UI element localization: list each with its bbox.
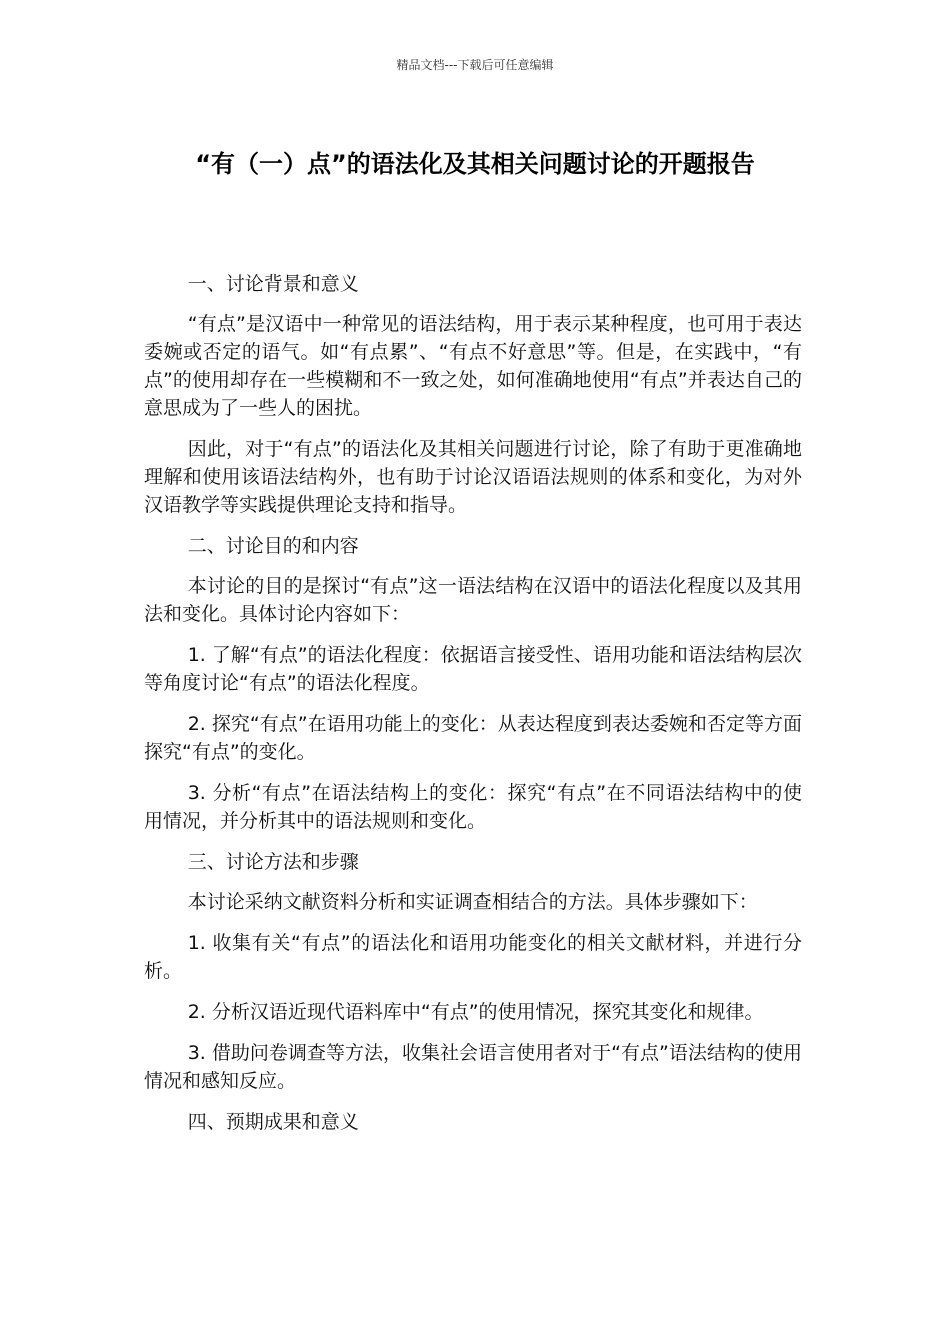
list-item-method-3: 3. 借助问卷调查等方法，收集社会语言使用者对于“有点”语法结构的使用情况和感知反应。 <box>144 1042 802 1092</box>
paragraph-purpose-intro: 本讨论的目的是探讨“有点”这一语法结构在汉语中的语法化程度以及其用法和变化。具体讨论内容如下： <box>144 575 802 625</box>
list-item-purpose-3: 3. 分析“有点”在语法结构上的变化：探究“有点”在不同语法结构中的使用情况，并分析其中的语法规则和变化。 <box>144 782 802 832</box>
list-item-method-1: 1. 收集有关“有点”的语法化和语用功能变化的相关文献材料，并进行分析。 <box>144 932 802 982</box>
list-item-method-2: 2. 分析汉语近现代语料库中“有点”的使用情况，探究其变化和规律。 <box>187 1001 764 1023</box>
document-body <box>144 270 802 1148</box>
section-heading-outcomes: 四、预期成果和意义 <box>187 1111 359 1133</box>
paragraph-background-2: 因此，对于“有点”的语法化及其相关问题进行讨论，除了有助于更准确地理解和使用该语法结构外，也有助于讨论汉语语法规则的体系和变化，为对外汉语教学等实践提供理论支持和指导。 <box>144 438 802 516</box>
section-heading-purpose: 二、讨论目的和内容 <box>187 535 359 557</box>
list-item-purpose-1: 1. 了解“有点”的语法化程度：依据语言接受性、语用功能和语法结构层次等角度讨论“有点”的语法化程度。 <box>144 644 802 694</box>
list-item-purpose-2: 2. 探究“有点”在语用功能上的变化：从表达程度到表达委婉和否定等方面探究“有点”的变化。 <box>144 713 802 763</box>
paragraph-background-1: “有点”是汉语中一种常见的语法结构，用于表示某种程度，也可用于表达委婉或否定的语气。如“有点累”、“有点不好意思”等。但是，在实践中，“有点”的使用却存在一些模糊和不一致之处，如何准确地使用“有点”并表达自己的意思成为了一些人的困扰。 <box>144 313 802 419</box>
section-heading-background: 一、讨论背景和意义 <box>187 273 359 295</box>
document-title: “有（一）点”的语法化及其相关问题讨论的开题报告 <box>195 150 755 178</box>
paragraph-method-intro: 本讨论采纳文献资料分析和实证调查相结合的方法。具体步骤如下： <box>187 891 758 913</box>
page-header: 精品文档---下载后可任意编辑 <box>396 58 554 72</box>
section-heading-method: 三、讨论方法和步骤 <box>187 851 359 873</box>
